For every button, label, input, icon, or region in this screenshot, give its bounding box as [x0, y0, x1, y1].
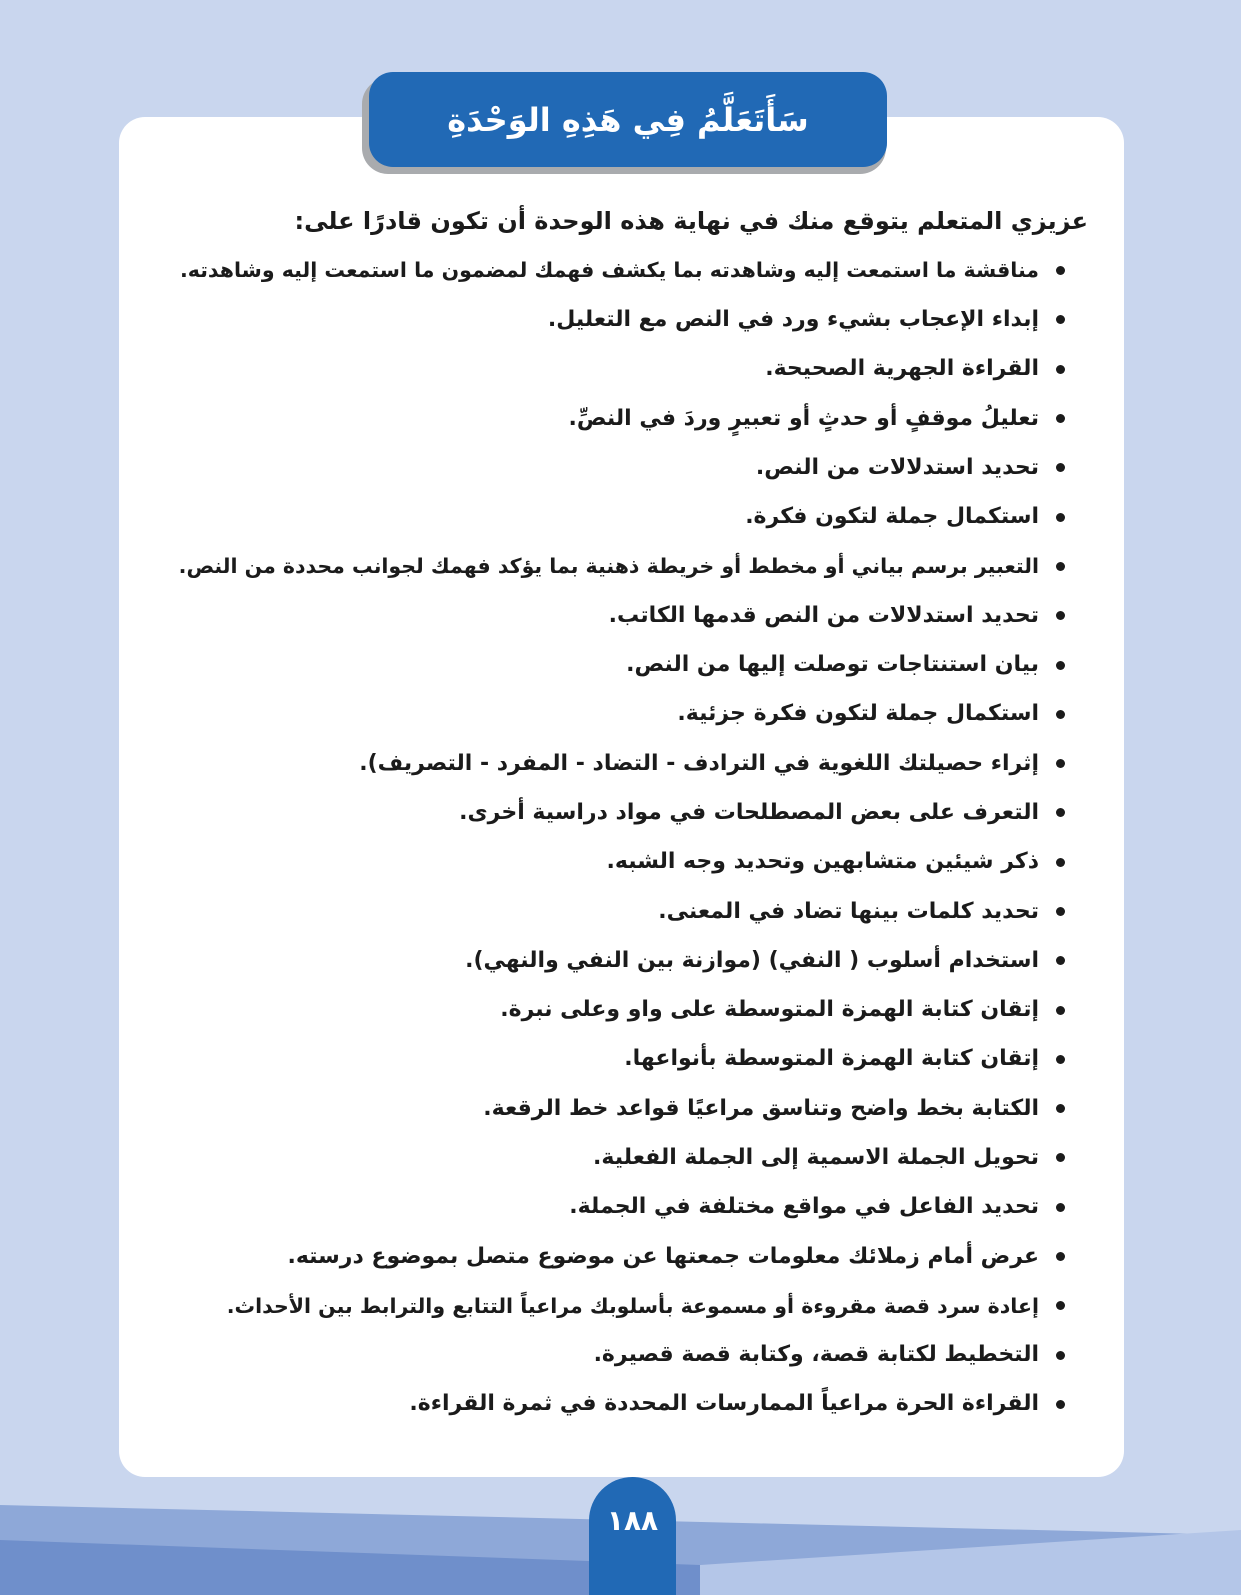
bullet-icon: [1056, 365, 1065, 374]
objective-text: مناقشة ما استمعت إليه وشاهدته بما يكشف فهمك لمضمون ما استمعت إليه وشاهدته.: [180, 258, 1039, 283]
objective-item: [153, 1281, 1088, 1330]
objective-text: التعرف على بعض المصطلحات في مواد دراسية أخرى.: [459, 799, 1039, 825]
objective-text: تحديد الفاعل في مواقع مختلفة في الجملة.: [569, 1194, 1039, 1220]
objective-item: [153, 345, 1088, 394]
bullet-icon: [1056, 1351, 1065, 1360]
objective-text: ذكر شيئين متشابهين وتحديد وجه الشبه.: [606, 849, 1039, 875]
bullet-icon: [1056, 315, 1065, 324]
objective-item: [153, 542, 1088, 591]
bullet-icon: [1056, 1055, 1065, 1064]
objective-text: القراءة الجهرية الصحيحة.: [765, 356, 1039, 382]
bullet-icon: [1056, 1153, 1065, 1162]
objective-text: عرض أمام زملائك معلومات جمعتها عن موضوع متصل بموضوع درسته.: [287, 1243, 1039, 1269]
objective-item: [153, 443, 1088, 492]
bullet-icon: [1056, 562, 1065, 571]
objective-item: [153, 1133, 1088, 1182]
objective-item: [153, 788, 1088, 837]
objective-item: [153, 1380, 1088, 1429]
objective-text: إتقان كتابة الهمزة المتوسطة على واو وعلى نبرة.: [500, 997, 1039, 1023]
objective-text: استكمال جملة لتكون فكرة جزئية.: [677, 701, 1039, 727]
bullet-icon: [1056, 1203, 1065, 1212]
title-tab: [369, 72, 887, 167]
objective-item: [153, 1035, 1088, 1084]
objective-item: [153, 838, 1088, 887]
objective-text: تحويل الجملة الاسمية إلى الجملة الفعلية.: [593, 1144, 1039, 1170]
bullet-icon: [1056, 513, 1065, 522]
bullet-icon: [1056, 414, 1065, 423]
page-title: سَأَتَعَلَّمُ فِي هَذِهِ الوَحْدَةِ: [447, 100, 809, 139]
objective-item: [153, 246, 1088, 295]
page-number-badge: [589, 1477, 676, 1595]
objective-text: القراءة الحرة مراعياً الممارسات المحددة في ثمرة القراءة.: [409, 1391, 1039, 1417]
bullet-icon: [1056, 907, 1065, 916]
objective-text: الكتابة بخط واضح وتناسق مراعيًا قواعد خط الرقعة.: [483, 1095, 1039, 1121]
bullet-icon: [1056, 266, 1065, 275]
objective-item: [153, 739, 1088, 788]
bullet-icon: [1056, 661, 1065, 670]
objective-text: إعادة سرد قصة مقروءة أو مسموعة بأسلوبك مراعياً التتابع والترابط بين الأحداث.: [226, 1293, 1039, 1318]
objective-text: إتقان كتابة الهمزة المتوسطة بأنواعها.: [624, 1046, 1039, 1072]
objective-text: بيان استنتاجات توصلت إليها من النص.: [626, 652, 1039, 678]
bullet-icon: [1056, 858, 1065, 867]
objective-text: استخدام أسلوب ( النفي) (موازنة بين النفي والنهي).: [465, 947, 1039, 973]
objective-text: التخطيط لكتابة قصة، وكتابة قصة قصيرة.: [593, 1342, 1039, 1368]
bullet-icon: [1056, 759, 1065, 768]
objective-text: تحديد استدلالات من النص.: [755, 454, 1039, 480]
bullet-icon: [1056, 463, 1065, 472]
objective-text: تعليلُ موقفٍ أو حدثٍ أو تعبيرٍ وردَ في النصِّ.: [568, 405, 1039, 431]
bullet-icon: [1056, 611, 1065, 620]
objective-item: [153, 295, 1088, 344]
bullet-icon: [1056, 1006, 1065, 1015]
objective-text: التعبير برسم بياني أو مخطط أو خريطة ذهنية بما يؤكد فهمك لجوانب محددة من النص.: [178, 554, 1039, 579]
objective-item: [153, 1331, 1088, 1380]
objectives-list: [153, 246, 1088, 1429]
objective-text: استكمال جملة لتكون فكرة.: [745, 504, 1039, 530]
objective-item: [153, 640, 1088, 689]
objective-item: [153, 887, 1088, 936]
objective-item: [153, 492, 1088, 541]
objective-item: [153, 394, 1088, 443]
objective-item: [153, 690, 1088, 739]
objective-item: [153, 591, 1088, 640]
bullet-icon: [1056, 808, 1065, 817]
bullet-icon: [1056, 956, 1065, 965]
page-number: ١٨٨: [606, 1504, 659, 1537]
objective-item: [153, 1183, 1088, 1232]
bullet-icon: [1056, 1400, 1065, 1409]
bullet-icon: [1056, 1301, 1065, 1310]
objective-text: إثراء حصيلتك اللغوية في الترادف - التضاد - المفرد - التصريف).: [359, 750, 1039, 776]
objective-item: [153, 936, 1088, 985]
intro-text: عزيزي المتعلم يتوقع منك في نهاية هذه الوحدة أن تكون قادرًا على:: [294, 207, 1088, 235]
bullet-icon: [1056, 1104, 1065, 1113]
objective-text: تحديد كلمات بينها تضاد في المعنى.: [658, 898, 1039, 924]
learning-objectives-section: [153, 198, 1088, 1429]
objective-text: إبداء الإعجاب بشيء ورد في النص مع التعليل.: [547, 306, 1039, 332]
objective-item: [153, 1232, 1088, 1281]
bullet-icon: [1056, 710, 1065, 719]
objective-text: تحديد استدلالات من النص قدمها الكاتب.: [608, 602, 1039, 628]
objective-item: [153, 985, 1088, 1034]
objective-item: [153, 1084, 1088, 1133]
bullet-icon: [1056, 1252, 1065, 1261]
